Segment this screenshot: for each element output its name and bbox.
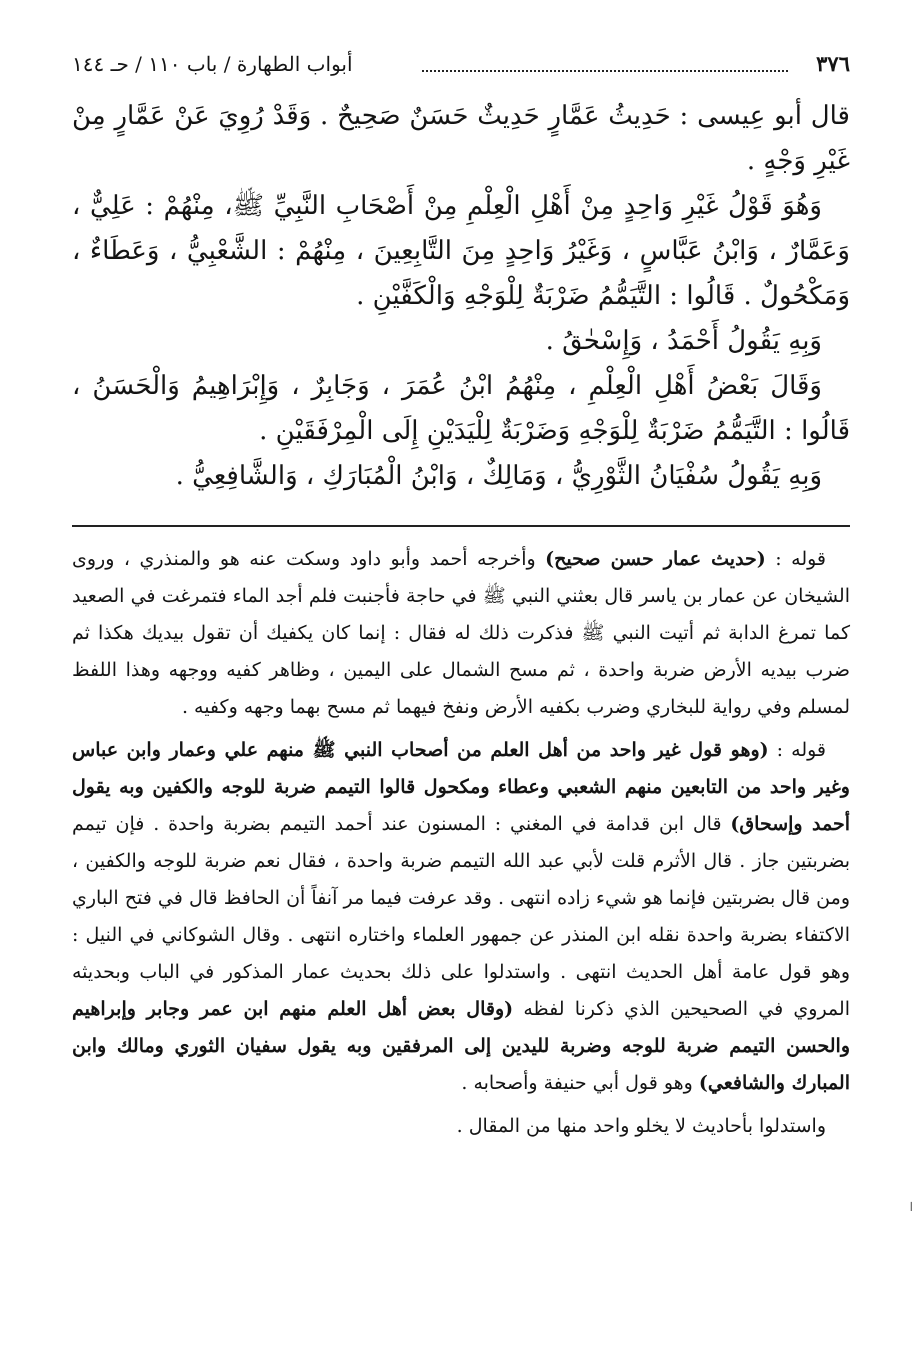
main-text <box>72 94 850 499</box>
commentary-2-end: وهو قول أبي حنيفة وأصحابه . <box>461 1072 699 1094</box>
page-number: ٣٧٦ <box>816 51 850 76</box>
running-title: أبواب الطهارة / باب ١١٠ / حـ ١٤٤ <box>72 52 353 76</box>
book-page <box>72 44 850 1151</box>
commentary <box>72 541 850 1145</box>
section-divider <box>72 525 850 527</box>
page-header <box>72 44 850 84</box>
commentary-2-text: قال ابن قدامة في المغني : المسنون عند أحمد التيمم بضربة واحدة . فإن تيمم بضربتين جاز . قال الأثرم قلت لأبي عبد الله التيمم ضربة واحدة ، فقال نعم ضربة للوجه والكفين ، ومن قال بضربتين فإنما هو شيء زاده انتهى . وقد عرفت فيما مر آنفاً أن الحافظ قال في فتح الباري الاكتفاء بضربة واحدة نقله ابن المنذر عن جمهور العلماء واختاره انتهى . وقال الشوكاني في النيل : وهو قول عامة أهل الحديث انتهى . واستدلوا على ذلك بحديث عمار المذكور في الباب وبحديثه المروي في الصحيحين الذي ذكرنا لفظه <box>72 813 850 1020</box>
margin-mark: ا <box>909 1200 913 1214</box>
header-dotted-leader <box>422 70 788 72</box>
commentary-1-quote: (حديث عمار حسن صحيح) <box>545 548 766 570</box>
matn-paragraph-5: وَبِهِ يَقُولُ سُفْيَانُ الثَّوْرِيُّ ، وَمَالِكٌ ، وَابْنُ الْمُبَارَكِ ، وَالشَّافِعِيُّ . <box>175 461 822 491</box>
commentary-1-text: وأخرجه أحمد وأبو داود وسكت عنه هو والمنذري ، وروى الشيخان عن عمار بن ياسر قال بعثني النبي ﷺ في حاجة فأجنبت فلم أجد الماء فتمرغت في الصعيد كما تمرغ الدابة ثم أتيت النبي ﷺ فذكرت ذلك له فقال : إنما كان يكفيك أن تقول بيديك هكذا ثم ضرب بيديه الأرض ضربة واحدة ، ثم مسح الشمال على اليمين ، وظاهر كفيه ووجهه وهذا اللفظ لمسلم وفي رواية للبخاري وضرب بكفيه الأرض ونفخ فيهما ثم مسح بهما وجهه وكفيه . <box>72 548 850 718</box>
commentary-2-lead: قوله : <box>768 739 827 761</box>
commentary-1-lead: قوله : <box>765 548 827 570</box>
matn-paragraph-4: وَقَالَ بَعْضُ أَهْلِ الْعِلْمِ ، مِنْهُمُ ابْنُ عُمَرَ ، وَجَابِرٌ ، وَإِبْرَاهِيمُ وَالْحَسَنُ ، قَالُوا : التَّيَمُّمُ ضَرْبَةٌ لِلْوَجْهِ وَضَرْبَةٌ لِلْيَدَيْنِ إِلَى الْمِرْفَقَيْنِ . <box>72 371 850 446</box>
matn-paragraph-1: قال أبو عِيسى : حَدِيثُ عَمَّارٍ حَدِيثٌ حَسَنٌ صَحِيحٌ . وَقَدْ رُوِيَ عَنْ عَمَّارٍ مِنْ غَيْرِ وَجْهٍ . <box>72 101 850 176</box>
commentary-2-quote-2: (وقال بعض أهل العلم منهم ابن عمر وجابر وإبراهيم والحسن التيمم ضربة للوجه وضربة لليدين إلى المرفقين وبه يقول سفيان الثوري ومالك وابن المبارك والشافعي) <box>72 998 850 1094</box>
matn-paragraph-3: وَبِهِ يَقُولُ أَحْمَدُ ، وَإِسْحٰقُ . <box>545 326 822 356</box>
commentary-paragraph-3: واستدلوا بأحاديث لا يخلو واحد منها من المقال . <box>456 1115 826 1137</box>
matn-paragraph-2: وَهُوَ قَوْلُ غَيْرِ وَاحِدٍ مِنْ أَهْلِ الْعِلْمِ مِنْ أَصْحَابِ النَّبِيِّ ﷺ، مِنْهُمْ : عَلِيٌّ ، وَعَمَّارٌ ، وَابْنُ عَبَّاسٍ ، وَغَيْرُ وَاحِدٍ مِنَ التَّابِعِينَ ، مِنْهُمْ : الشَّعْبِيُّ ، وَعَطَاءٌ ، وَمَكْحُولٌ . قَالُوا : التَّيَمُّمُ ضَرْبَةٌ لِلْوَجْهِ وَالْكَفَّيْنِ . <box>72 191 850 311</box>
commentary-paragraph-1 <box>72 541 850 726</box>
commentary-paragraph-2 <box>72 732 850 1102</box>
commentary-2-quote: (وهو قول غير واحد من أهل العلم من أصحاب النبي ﷺ منهم علي وعمار وابن عباس وغير واحد من التابعين منهم الشعبي وعطاء ومكحول قالوا التيمم ضربة للوجه والكفين وبه يقول أحمد وإسحاق) <box>72 739 850 835</box>
